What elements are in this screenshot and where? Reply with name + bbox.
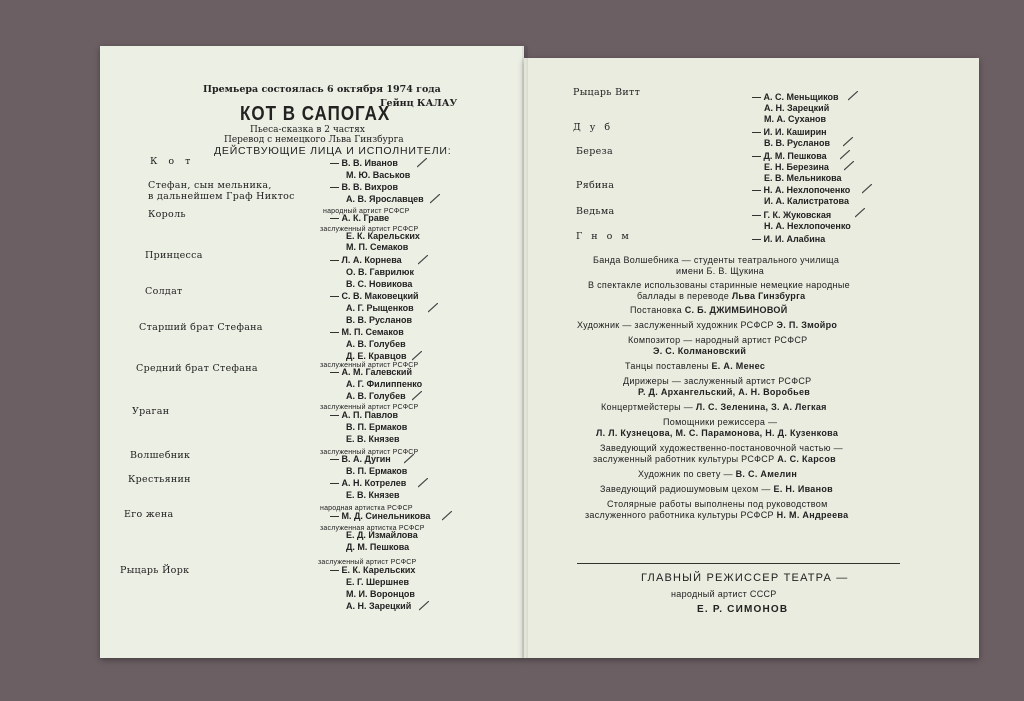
role-volshebnik: Волшебник	[130, 450, 191, 461]
actor-line: В. В. Русланов	[346, 315, 412, 325]
credit-svet: Художник по свету — В. С. Амелин	[638, 469, 798, 479]
actor-line: — В. В. Вихров	[330, 182, 399, 192]
actor-line: М. И. Воронцов	[346, 589, 415, 599]
actor-line: — А. С. Меньщиков	[752, 92, 839, 102]
credit-konc: Концертмейстеры — Л. С. Зеленина, З. А. Легкая	[601, 402, 827, 412]
credit-pomoshniki-1: Помощники режиссера —	[663, 417, 778, 427]
actor-line: А. В. Голубев	[346, 391, 406, 401]
role-gnom: Г н о м	[576, 231, 632, 242]
credit-kompozitor-1: Композитор — народный артист РСФСР	[628, 335, 808, 345]
actor-line: — И. И. Алабина	[752, 234, 826, 244]
actor-line: Е. В. Князев	[346, 490, 400, 500]
actor-line: И. А. Калистратова	[764, 196, 849, 206]
actor-line: — В. В. Иванов	[330, 158, 398, 168]
credit-banda-1: Банда Волшебника — студенты театрального училища	[593, 255, 840, 265]
checkmark-icon	[428, 303, 438, 313]
actor-line: — Н. А. Нехлопоченко	[752, 185, 851, 195]
checkmark-icon	[442, 511, 452, 521]
checkmark-icon	[430, 194, 440, 204]
actor-line: — М. П. Семаков	[330, 327, 404, 337]
title-note: заслуженный артист РСФСР	[320, 449, 419, 456]
actor-line: Е. В. Мельникова	[764, 173, 842, 183]
credit-stolyar-2: заслуженного работника культуры РСФСР Н. М. Андреева	[585, 510, 849, 520]
role-sredniy-brat: Средний брат Стефана	[136, 363, 258, 374]
checkmark-icon	[404, 454, 414, 464]
center-fold	[522, 46, 528, 658]
actor-line: О. В. Гаврилюк	[346, 267, 414, 277]
cast-header: ДЕЙСТВУЮЩИЕ ЛИЦА И ИСПОЛНИТЕЛИ:	[214, 145, 452, 157]
actor-line: Е. Г. Шершнев	[346, 577, 410, 587]
credit-kompozitor-2: Э. С. Колмановский	[653, 346, 747, 356]
actor-line: Е. К. Карельских	[346, 231, 420, 241]
checkmark-icon	[855, 208, 865, 218]
actor-line: М. П. Семаков	[346, 242, 409, 252]
credit-pomoshniki-2: Л. Л. Кузнецова, М. С. Парамонова, Н. Д. Кузенкова	[596, 428, 839, 438]
actor-line: А. Н. Зарецкий	[764, 103, 830, 113]
actor-line: В. П. Ермаков	[346, 466, 408, 476]
actor-line: А. Н. Зарецкий	[346, 601, 412, 611]
credit-dirizhery-1: Дирижеры — заслуженный артист РСФСР	[623, 376, 812, 386]
actor-line: Д. Е. Кравцов	[346, 351, 407, 361]
title-note: народный артист РСФСР	[323, 208, 410, 215]
checkmark-icon	[848, 91, 858, 101]
role-stefan-1: Стефан, сын мельника,	[148, 180, 272, 191]
role-starshiy-brat: Старший брат Стефана	[139, 322, 263, 333]
title-note: заслуженная артистка РСФСР	[320, 525, 425, 532]
role-vedma: Ведьма	[576, 206, 615, 217]
play-title: КОТ В САПОГАХ	[240, 102, 391, 125]
actor-line: Д. М. Пешкова	[346, 542, 410, 552]
actor-line: — А. П. Павлов	[330, 410, 398, 420]
role-krestyanin: Крестьянин	[128, 474, 191, 485]
role-dub: Д у б	[573, 122, 614, 133]
title-note: заслуженный артист РСФСР	[320, 226, 419, 233]
actor-line: Н. А. Нехлопоченко	[764, 221, 851, 231]
checkmark-icon	[412, 391, 422, 401]
actor-line: — А. К. Граве	[330, 213, 390, 223]
credit-banda-2: имени Б. В. Щукина	[676, 266, 765, 276]
role-bereza: Береза	[576, 146, 613, 157]
credit-songs-1: В спектакле использованы старинные немецкие народные	[588, 280, 850, 290]
credit-stolyar-1: Столярные работы выполнены под руководством	[607, 499, 828, 509]
actor-line: — М. Д. Синельникова	[330, 511, 431, 521]
checkmark-icon	[417, 158, 427, 168]
actor-line: В. С. Новикова	[346, 279, 413, 289]
author: Гейнц КАЛАУ	[380, 98, 458, 109]
actor-line: — Г. К. Жуковская	[752, 210, 832, 220]
actor-line: — В. А. Дугин	[330, 454, 391, 464]
actor-line: М. Ю. Васьков	[346, 170, 411, 180]
role-stefan-2: в дальнейшем Граф Никтос	[148, 191, 295, 202]
credit-shum: Заведующий радиошумовым цехом — Е. Н. Иванов	[600, 484, 833, 494]
title-note: заслуженный артист РСФСР	[320, 362, 419, 369]
title-note: заслуженный артист РСФСР	[318, 559, 417, 566]
actor-line: М. А. Суханов	[764, 114, 827, 124]
role-ryabina: Рябина	[576, 180, 615, 191]
credit-dirizhery-2: Р. Д. Архангельский, А. Н. Воробьев	[638, 387, 811, 397]
actor-line: — И. И. Каширин	[752, 127, 827, 137]
checkmark-icon	[844, 161, 854, 171]
actor-line: Е. Н. Березина	[764, 162, 829, 172]
chief-director-name: Е. Р. СИМОНОВ	[697, 604, 789, 615]
actor-line: — Е. К. Карельских	[330, 565, 416, 575]
actor-line: — Л. А. Корнева	[330, 255, 402, 265]
chief-director-title: ГЛАВНЫЙ РЕЖИССЕР ТЕАТРА —	[641, 572, 849, 584]
credit-postanovka: Постановка С. Б. ДЖИМБИНОВОЙ	[630, 305, 788, 315]
divider-line	[577, 563, 900, 564]
credit-songs-2: баллады в переводе Льва Гинзбурга	[637, 291, 806, 301]
role-korol: Король	[148, 209, 186, 220]
actor-line: — Д. М. Пешкова	[752, 151, 827, 161]
role-kot: К о т	[150, 156, 195, 167]
actor-line: — А. Н. Котрелев	[330, 478, 407, 488]
role-uragan: Ураган	[132, 406, 170, 417]
checkmark-icon	[418, 478, 428, 488]
actor-line: — А. М. Галевский	[330, 367, 412, 377]
actor-line: В. П. Ермаков	[346, 422, 408, 432]
actor-line: А. В. Голубев	[346, 339, 406, 349]
title-note: народная артистка РСФСР	[320, 505, 413, 512]
credit-tantsy: Танцы поставлены Е. А. Менес	[625, 361, 766, 371]
subtitle: Пьеса-сказка в 2 частях	[250, 125, 365, 135]
actor-line: В. В. Русланов	[764, 138, 830, 148]
credit-zav-2: заслуженный работник культуры РСФСР А. С. Карсов	[593, 454, 836, 464]
credit-zav-1: Заведующий художественно-постановочной частью —	[600, 443, 843, 453]
role-rytsar-vitt: Рыцарь Витт	[573, 87, 641, 98]
checkmark-icon	[412, 351, 422, 361]
actor-line: — С. В. Маковецкий	[330, 291, 419, 301]
actor-line: Е. В. Князев	[346, 434, 400, 444]
checkmark-icon	[862, 184, 872, 194]
actor-line: А. В. Ярославцев	[346, 194, 424, 204]
checkmark-icon	[843, 137, 853, 147]
chief-director-rank: народный артист СССР	[671, 589, 777, 599]
checkmark-icon	[419, 601, 429, 611]
actor-line: А. Г. Филиппенко	[346, 379, 423, 389]
premiere-line: Премьера состоялась 6 октября 1974 года	[203, 84, 441, 95]
role-rytsar-york: Рыцарь Йорк	[120, 565, 190, 576]
title-note: заслуженный артист РСФСР	[320, 404, 419, 411]
actor-line: А. Г. Рыщенков	[346, 303, 414, 313]
translation: Перевод с немецкого Льва Гинзбурга	[224, 135, 404, 145]
role-soldat: Солдат	[145, 286, 183, 297]
role-princessa: Принцесса	[145, 250, 203, 261]
checkmark-icon	[418, 255, 428, 265]
role-ego-zhena: Его жена	[124, 509, 174, 520]
checkmark-icon	[840, 150, 850, 160]
credit-hudozhnik: Художник — заслуженный художник РСФСР Э. П. Змойро	[577, 320, 838, 330]
actor-line: Е. Д. Измайлова	[346, 530, 418, 540]
